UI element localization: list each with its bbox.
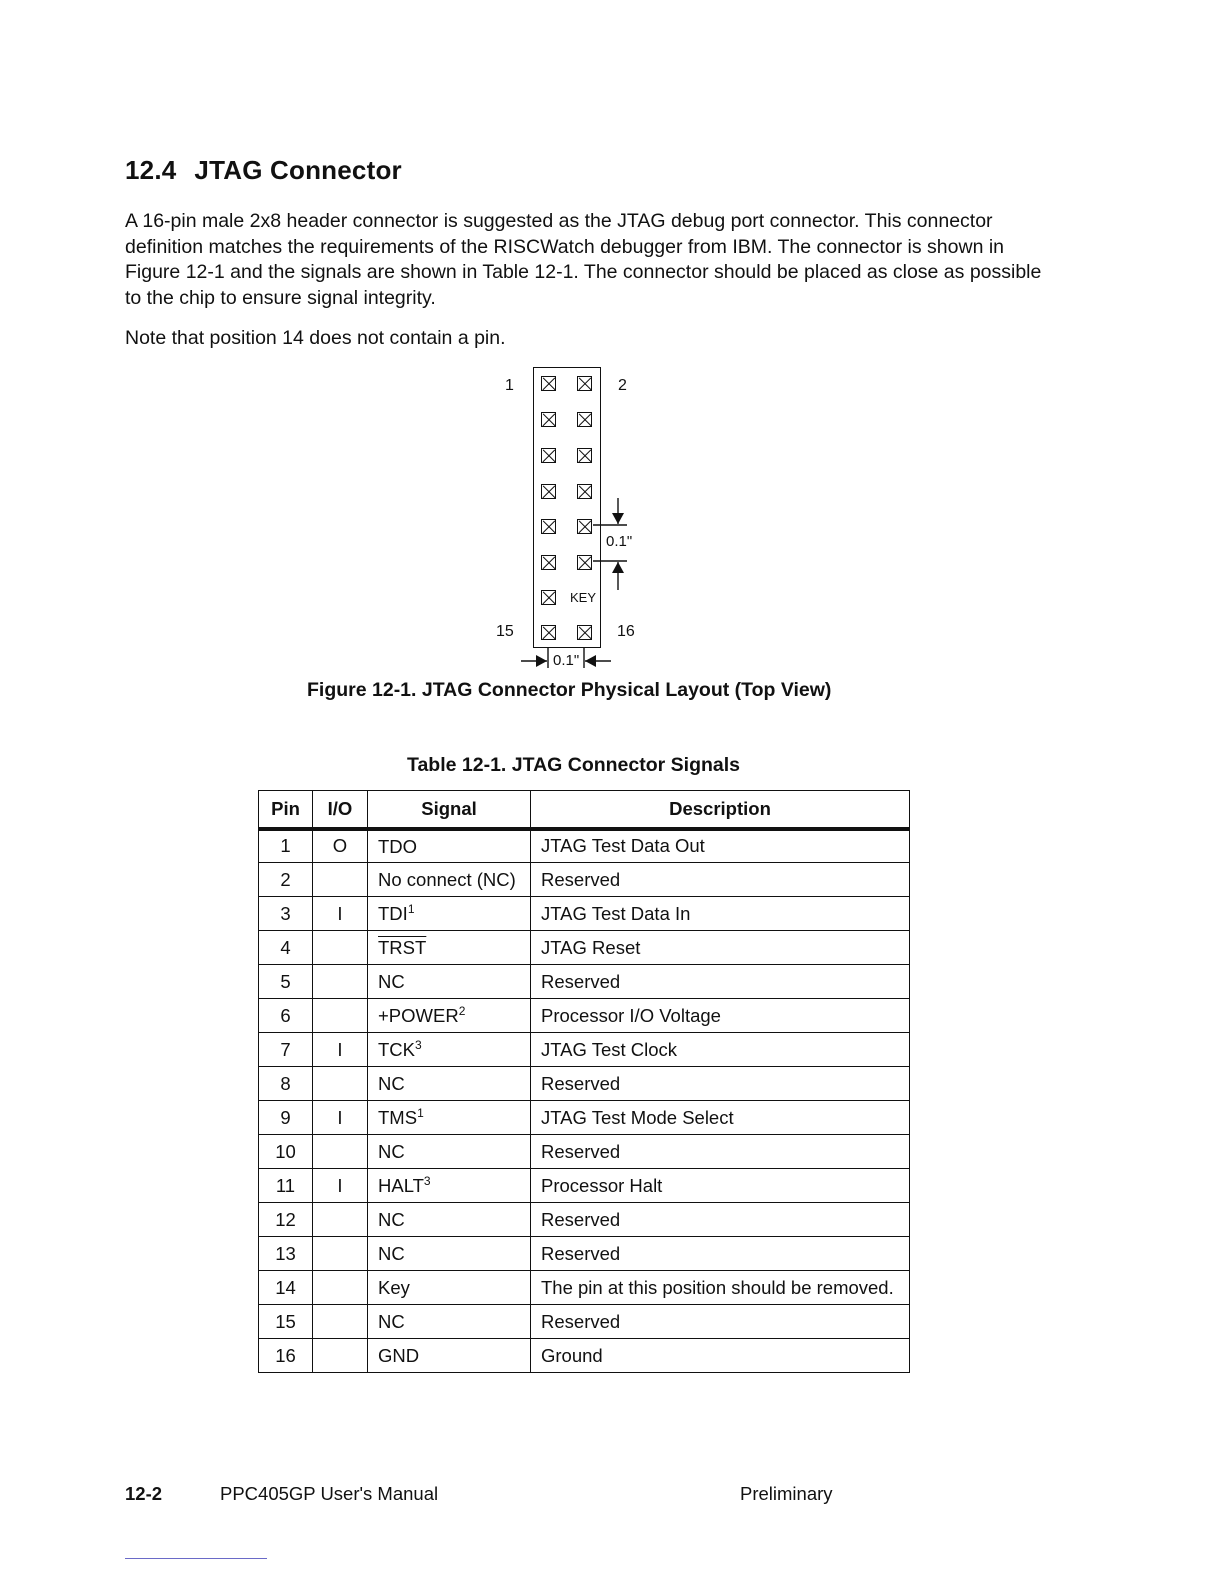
cell-io	[313, 1203, 368, 1237]
table-row	[259, 1237, 910, 1271]
cell-description: JTAG Test Mode Select	[531, 1101, 910, 1135]
pin-label-1: 1	[505, 377, 514, 394]
cell-description: JTAG Test Data Out	[531, 829, 910, 863]
signal-footnote: 3	[423, 1173, 431, 1188]
cell-pin: 8	[259, 1067, 313, 1101]
footer-rule	[125, 1558, 267, 1559]
signal-name: Key	[378, 1277, 410, 1299]
hpitch-left-arrowhead	[536, 655, 547, 667]
signal-name: TCK	[378, 1039, 415, 1061]
section-number: 12.4	[125, 155, 177, 185]
cell-pin: 1	[259, 829, 313, 863]
hpitch-right-arrowhead	[585, 655, 596, 667]
table-caption: Table 12-1. JTAG Connector Signals	[407, 754, 741, 776]
cell-signal	[368, 829, 531, 863]
cell-description: JTAG Reset	[531, 931, 910, 965]
cell-pin: 16	[259, 1339, 313, 1373]
vertical-pitch-label: 0.1"	[606, 533, 633, 550]
cell-pin: 10	[259, 1135, 313, 1169]
table-row	[259, 1305, 910, 1339]
pitch-upper-arrowhead	[612, 513, 624, 524]
cell-pin: 4	[259, 931, 313, 965]
cell-description: Reserved	[531, 1135, 910, 1169]
cell-pin: 15	[259, 1305, 313, 1339]
header-signal: Signal	[368, 791, 531, 829]
cell-description: Processor I/O Voltage	[531, 999, 910, 1033]
signal-name: TRST	[378, 937, 427, 959]
cell-description: Reserved	[531, 1203, 910, 1237]
page-number: 12-2	[125, 1483, 163, 1504]
table-row	[259, 999, 910, 1033]
cell-description: Processor Halt	[531, 1169, 910, 1203]
cell-signal	[368, 863, 531, 897]
cell-pin: 2	[259, 863, 313, 897]
cell-pin: 14	[259, 1271, 313, 1305]
cell-signal	[368, 1033, 531, 1067]
cell-description: Reserved	[531, 863, 910, 897]
table-row	[259, 1203, 910, 1237]
signal-name: +POWER	[378, 1005, 459, 1027]
signal-name: NC	[378, 1141, 405, 1163]
cell-pin: 6	[259, 999, 313, 1033]
cell-description: The pin at this position should be removed.	[531, 1271, 910, 1305]
cell-io	[313, 965, 368, 999]
signal-footnote: 3	[415, 1037, 422, 1052]
signal-name: NC	[378, 1073, 405, 1095]
cell-signal	[368, 897, 531, 931]
signal-name: NC	[378, 1311, 405, 1333]
table-row	[259, 863, 910, 897]
key-label: KEY	[570, 590, 597, 605]
pin-label-2: 2	[618, 377, 627, 394]
cell-description: Reserved	[531, 1067, 910, 1101]
cell-io: O	[313, 829, 368, 863]
cell-io	[313, 863, 368, 897]
cell-description: Ground	[531, 1339, 910, 1373]
signal-name: TDO	[378, 835, 418, 857]
cell-signal	[368, 931, 531, 965]
cell-signal	[368, 1135, 531, 1169]
manual-title: PPC405GP User's Manual	[220, 1483, 439, 1504]
cell-io	[313, 999, 368, 1033]
cell-signal	[368, 965, 531, 999]
signal-footnote: 1	[407, 901, 415, 916]
header-description: Description	[531, 791, 910, 829]
signal-name: NC	[378, 1209, 405, 1231]
cell-description: Reserved	[531, 965, 910, 999]
table-row	[259, 897, 910, 931]
table-row	[259, 829, 910, 863]
table-row	[259, 1271, 910, 1305]
table-row	[259, 1067, 910, 1101]
cell-io	[313, 1237, 368, 1271]
table-row	[259, 1135, 910, 1169]
cell-io	[313, 931, 368, 965]
cell-signal	[368, 1101, 531, 1135]
cell-signal	[368, 1305, 531, 1339]
cell-signal	[368, 1339, 531, 1373]
pin-label-16: 16	[617, 623, 635, 640]
signal-name: TMS	[378, 1107, 418, 1129]
pitch-lower-arrowhead	[612, 562, 624, 573]
section-title: JTAG Connector	[194, 155, 402, 185]
table-row	[259, 1033, 910, 1067]
cell-signal	[368, 1237, 531, 1271]
signal-name: NC	[378, 1243, 405, 1265]
cell-pin: 3	[259, 897, 313, 931]
header-io: I/O	[313, 791, 368, 829]
cell-description: Reserved	[531, 1237, 910, 1271]
cell-io	[313, 1271, 368, 1305]
table-header-row	[259, 791, 910, 829]
figure-caption: Figure 12-1. JTAG Connector Physical Layout (Top View)	[307, 679, 832, 701]
cell-pin: 13	[259, 1237, 313, 1271]
table-row	[259, 965, 910, 999]
cell-io: I	[313, 897, 368, 931]
cell-signal	[368, 1271, 531, 1305]
intro-paragraph: A 16-pin male 2x8 header connector is suggested as the JTAG debug port connector. This connector definition matches the requirements of the RISCWatch debugger from IBM. The connector is shown in Figure 12-1 and the signals are shown in Table 12-1. The connector should be placed as close as possible to the chip to ensure signal integrity.	[125, 210, 1042, 309]
cell-signal	[368, 1169, 531, 1203]
signal-name: GND	[378, 1345, 420, 1367]
table-row	[259, 931, 910, 965]
signal-name: TDI	[378, 903, 408, 925]
cell-io: I	[313, 1101, 368, 1135]
cell-pin: 5	[259, 965, 313, 999]
cell-pin: 12	[259, 1203, 313, 1237]
cell-io: I	[313, 1033, 368, 1067]
document-status: Preliminary	[740, 1483, 833, 1504]
cell-pin: 7	[259, 1033, 313, 1067]
cell-description: Reserved	[531, 1305, 910, 1339]
cell-description: JTAG Test Data In	[531, 897, 910, 931]
note-paragraph: Note that position 14 does not contain a pin.	[125, 327, 506, 349]
signal-name: No connect (NC)	[378, 869, 516, 891]
pin-label-15: 15	[496, 623, 514, 640]
cell-io	[313, 1067, 368, 1101]
signal-name: NC	[378, 971, 405, 993]
cell-signal	[368, 1067, 531, 1101]
table-row	[259, 1101, 910, 1135]
cell-io	[313, 1135, 368, 1169]
horizontal-pitch-label: 0.1"	[553, 652, 580, 669]
header-pin: Pin	[259, 791, 313, 829]
cell-io	[313, 1305, 368, 1339]
cell-io	[313, 1339, 368, 1373]
signal-footnote: 1	[417, 1105, 424, 1120]
cell-io: I	[313, 1169, 368, 1203]
table-row	[259, 1339, 910, 1373]
cell-description: JTAG Test Clock	[531, 1033, 910, 1067]
signal-name: HALT	[378, 1175, 424, 1197]
cell-pin: 9	[259, 1101, 313, 1135]
signal-footnote: 2	[458, 1003, 466, 1018]
table-row	[259, 1169, 910, 1203]
cell-signal	[368, 1203, 531, 1237]
cell-pin: 11	[259, 1169, 313, 1203]
signals-table	[258, 790, 910, 1373]
cell-signal	[368, 999, 531, 1033]
